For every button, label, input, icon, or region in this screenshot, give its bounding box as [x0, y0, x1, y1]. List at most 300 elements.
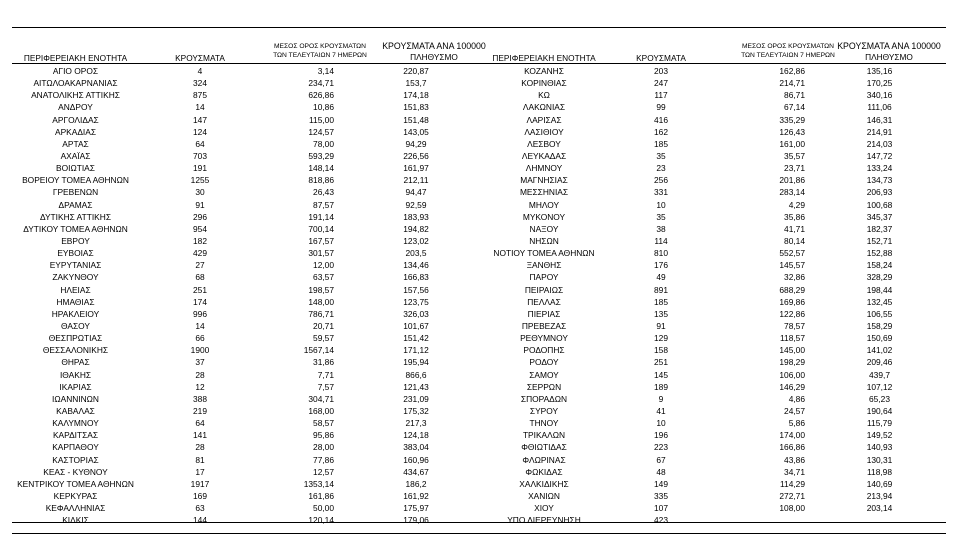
left-cases-cell: 64: [195, 418, 205, 429]
left-cases-cell: 81: [195, 454, 205, 465]
right-per100k-cell: 328,29: [866, 272, 893, 283]
left-region-cell: ΕΒΡΟΥ: [61, 235, 90, 246]
right-region-cell: ΠΕΙΡΑΙΩΣ: [524, 284, 564, 295]
left-cases-cell: 12: [195, 381, 205, 392]
left-cases-cell: 28: [195, 369, 205, 380]
table-row: [12, 223, 946, 235]
left-cases-cell: 17: [195, 466, 205, 477]
right-avg7-cell: 201,86: [779, 175, 805, 186]
right-per100k-cell: 118,98: [867, 466, 892, 477]
table-row: [12, 150, 946, 162]
right-per100k-cell: 152,88: [866, 248, 893, 259]
right-per100k-cell: 115,79: [867, 418, 892, 429]
right-per100k-cell: 135,16: [866, 66, 893, 76]
right-per100k-cell: 213,94: [866, 490, 893, 501]
header-per100k-left-1: ΚΡΟΥΣΜΑΤΑ ΑΝΑ 100000: [382, 41, 486, 51]
left-per100k-cell: 183,93: [403, 211, 429, 222]
left-avg7-cell: 818,86: [308, 175, 334, 186]
left-cases-cell: 954: [193, 223, 207, 234]
right-avg7-cell: 122,86: [779, 308, 805, 319]
left-avg7-cell: 12,00: [313, 260, 334, 271]
left-cases-cell: 66: [195, 333, 205, 344]
left-region-cell: ΑΓΙΟ ΟΡΟΣ: [52, 66, 99, 76]
left-per100k-cell: 179,06: [403, 515, 429, 526]
left-per100k-cell: 217,3: [405, 418, 427, 429]
right-region-cell: ΦΩΚΙΔΑΣ: [525, 466, 563, 477]
table-row: [12, 101, 946, 113]
right-per100k-cell: 100,68: [866, 199, 893, 210]
left-cases-cell: 28: [195, 442, 205, 453]
right-region-cell: ΚΟΡΙΝΘΙΑΣ: [521, 78, 567, 89]
left-region-cell: ΔΡΑΜΑΣ: [58, 199, 93, 210]
left-per100k-cell: 160,96: [403, 454, 429, 465]
right-region-cell: ΣΑΜΟΥ: [529, 369, 559, 380]
right-region-cell: ΤΗΝΟΥ: [529, 418, 559, 429]
left-avg7-cell: 3,14: [317, 66, 334, 76]
left-region-cell: ΙΘΑΚΗΣ: [59, 369, 92, 380]
right-region-cell: ΛΗΜΝΟΥ: [525, 163, 563, 174]
right-cases-cell: 185: [654, 138, 668, 149]
right-avg7-cell: 4,86: [788, 393, 805, 404]
right-per100k-cell: 130,31: [866, 454, 893, 465]
left-per100k-cell: 220,87: [403, 66, 429, 76]
table-row: [12, 259, 946, 271]
left-cases-cell: 14: [195, 320, 205, 331]
table-row: [12, 369, 946, 381]
table-row: [12, 186, 946, 198]
left-cases-cell: 1255: [190, 175, 210, 186]
left-avg7-cell: 50,00: [313, 503, 334, 514]
left-avg7-cell: 626,86: [308, 90, 334, 101]
right-avg7-cell: 34,71: [784, 466, 805, 477]
left-avg7-cell: 148,00: [308, 296, 334, 307]
right-per100k-cell: 214,91: [866, 126, 893, 137]
table-row: [12, 211, 946, 223]
left-region-cell: ΑΡΓΟΛΙΔΑΣ: [52, 114, 99, 125]
left-cases-cell: 296: [193, 211, 207, 222]
right-avg7-cell: 335,29: [779, 114, 805, 125]
right-cases-cell: 38: [656, 223, 666, 234]
right-region-cell: ΦΘΙΩΤΙΔΑΣ: [521, 442, 567, 453]
left-cases-cell: 169: [193, 490, 207, 501]
right-cases-cell: 129: [654, 333, 668, 344]
header-region-right: ΠΕΡΙΦΕΡΕΙΑΚΗ ΕΝΟΤΗΤΑ: [492, 53, 596, 63]
table-bottom-rule: [12, 522, 946, 523]
right-avg7-cell: 146,29: [779, 381, 805, 392]
right-region-cell: ΧΑΝΙΩΝ: [528, 490, 560, 501]
right-avg7-cell: 106,00: [779, 369, 805, 380]
left-region-cell: ΘΗΡΑΣ: [61, 357, 90, 368]
left-avg7-cell: 124,57: [308, 126, 334, 137]
left-per100k-cell: 226,56: [403, 150, 429, 161]
right-per100k-cell: 439,7: [869, 369, 890, 380]
left-cases-cell: 30: [195, 187, 205, 198]
table-top-rule: [12, 27, 946, 28]
right-avg7-cell: 145,57: [779, 260, 805, 271]
left-cases-cell: 68: [195, 272, 205, 283]
left-per100k-cell: 866,6: [405, 369, 427, 380]
left-per100k-cell: 383,04: [403, 442, 429, 453]
left-cases-cell: 388: [193, 393, 207, 404]
right-per100k-cell: 214,03: [866, 138, 893, 149]
right-per100k-cell: 65,23: [869, 393, 890, 404]
left-per100k-cell: 194,82: [403, 223, 429, 234]
right-cases-cell: 891: [654, 284, 668, 295]
table-row: [12, 89, 946, 101]
right-avg7-cell: 283,14: [779, 187, 805, 198]
table-row: [12, 429, 946, 441]
right-cases-cell: 196: [654, 430, 668, 441]
table-row: [12, 174, 946, 186]
left-cases-cell: 429: [193, 248, 207, 259]
right-region-cell: ΣΥΡΟΥ: [529, 405, 559, 416]
right-avg7-cell: 272,71: [779, 490, 805, 501]
left-region-cell: ΚΕΦΑΛΛΗΝΙΑΣ: [45, 503, 106, 514]
right-avg7-cell: 4,29: [788, 199, 805, 210]
left-avg7-cell: 234,71: [308, 78, 334, 89]
left-avg7-cell: 58,57: [313, 418, 334, 429]
header-bottom-rule: [12, 63, 946, 64]
left-per100k-cell: 151,83: [403, 102, 429, 113]
left-cases-cell: 703: [193, 150, 207, 161]
left-cases-cell: 875: [193, 90, 207, 101]
left-avg7-cell: 26,43: [313, 187, 334, 198]
left-region-cell: ΚΑΣΤΟΡΙΑΣ: [52, 454, 99, 465]
left-per100k-cell: 212,11: [403, 175, 429, 186]
table-row: [12, 490, 946, 502]
right-avg7-cell: 214,71: [779, 78, 805, 89]
table-row: [12, 126, 946, 138]
right-cases-cell: 251: [654, 357, 668, 368]
header-region-left: ΠΕΡΙΦΕΡΕΙΑΚΗ ΕΝΟΤΗΤΑ: [23, 53, 128, 63]
right-cases-cell: 91: [656, 320, 666, 331]
table-row: [12, 162, 946, 174]
left-region-cell: ΑΡΤΑΣ: [62, 138, 89, 149]
left-region-cell: ΚΑΛΥΜΝΟΥ: [52, 418, 99, 429]
header-avg-right-2: ΤΩΝ ΤΕΛΕΥΤΑΙΩΝ 7 ΗΜΕΡΩΝ: [741, 52, 835, 59]
right-region-cell: ΧΙΟΥ: [534, 503, 554, 514]
right-per100k-cell: 182,37: [866, 223, 893, 234]
right-region-cell: ΝΗΣΩΝ: [529, 235, 559, 246]
right-region-cell: ΧΑΛΚΙΔΙΚΗΣ: [519, 478, 569, 489]
left-cases-cell: 191: [193, 163, 207, 174]
right-per100k-cell: 133,24: [866, 163, 893, 174]
right-avg7-cell: 108,00: [779, 503, 805, 514]
left-avg7-cell: 167,57: [308, 235, 334, 246]
right-avg7-cell: 86,71: [784, 90, 805, 101]
left-per100k-cell: 123,75: [403, 296, 429, 307]
right-cases-cell: 117: [654, 90, 668, 101]
left-cases-cell: 141: [193, 430, 207, 441]
left-region-cell: ΗΡΑΚΛΕΙΟΥ: [51, 308, 100, 319]
right-region-cell: ΛΑΡΙΣΑΣ: [526, 114, 562, 125]
table-row: [12, 332, 946, 344]
right-avg7-cell: 166,86: [779, 442, 805, 453]
right-per100k-cell: 107,12: [866, 381, 893, 392]
left-cases-cell: 27: [195, 260, 205, 271]
table-row: [12, 247, 946, 259]
left-avg7-cell: 191,14: [308, 211, 334, 222]
left-cases-cell: 91: [195, 199, 205, 210]
right-cases-cell: 247: [654, 78, 668, 89]
right-per100k-cell: 152,71: [866, 235, 893, 246]
table-row: [12, 235, 946, 247]
right-per100k-cell: 134,73: [866, 175, 893, 186]
left-region-cell: ΚΕΡΚΥΡΑΣ: [53, 490, 98, 501]
table-row: [12, 417, 946, 429]
right-cases-cell: 145: [654, 369, 668, 380]
table-row: [12, 466, 946, 478]
header-avg-left-2: ΤΩΝ ΤΕΛΕΥΤΑΙΩΝ 7 ΗΜΕΡΩΝ: [273, 52, 367, 59]
right-avg7-cell: 162,86: [779, 66, 805, 76]
left-cases-cell: 182: [193, 235, 207, 246]
left-per100k-cell: 434,67: [403, 466, 429, 477]
left-avg7-cell: 168,00: [308, 405, 334, 416]
table-row: [12, 114, 946, 126]
right-region-cell: ΜΕΣΣΗΝΙΑΣ: [519, 187, 569, 198]
left-cases-cell: 4: [197, 66, 203, 76]
right-avg7-cell: 169,86: [779, 296, 805, 307]
right-avg7-cell: 688,29: [779, 284, 805, 295]
right-cases-cell: 189: [654, 381, 668, 392]
table-row: [12, 478, 946, 490]
right-cases-cell: 423: [654, 515, 668, 526]
left-region-cell: ΚΕΝΤΡΙΚΟΥ ΤΟΜΕΑ ΑΘΗΝΩΝ: [17, 478, 134, 489]
left-avg7-cell: 115,00: [309, 114, 334, 125]
left-region-cell: ΘΕΣΠΡΩΤΙΑΣ: [48, 333, 103, 344]
left-cases-cell: 147: [193, 114, 207, 125]
right-per100k-cell: 198,44: [866, 284, 893, 295]
left-cases-cell: 251: [193, 284, 207, 295]
left-cases-cell: 124: [193, 126, 207, 137]
right-region-cell: ΛΕΥΚΑΔΑΣ: [521, 150, 567, 161]
left-region-cell: ΒΟΡΕΙΟΥ ΤΟΜΕΑ ΑΘΗΝΩΝ: [22, 175, 129, 186]
left-region-cell: ΚΙΛΚΙΣ: [62, 515, 89, 526]
left-per100k-cell: 175,97: [403, 503, 429, 514]
right-avg7-cell: 67,14: [784, 102, 805, 113]
right-cases-cell: 176: [654, 260, 668, 271]
left-cases-cell: 144: [193, 515, 207, 526]
table-row: [12, 454, 946, 466]
right-region-cell: ΣΕΡΡΩΝ: [526, 381, 562, 392]
left-avg7-cell: 148,14: [308, 163, 334, 174]
right-cases-cell: 158: [654, 345, 668, 356]
right-avg7-cell: 41,71: [784, 223, 805, 234]
right-per100k-cell: 141,02: [866, 345, 893, 356]
table-row: [12, 502, 946, 514]
right-avg7-cell: 24,57: [784, 405, 805, 416]
left-avg7-cell: 7,57: [317, 381, 334, 392]
table-row: [12, 308, 946, 320]
right-cases-cell: 162: [654, 126, 668, 137]
table-row: [12, 65, 946, 77]
table-row: [12, 344, 946, 356]
right-region-cell: ΚΟΖΑΝΗΣ: [524, 66, 564, 76]
right-per100k-cell: 190,64: [866, 405, 893, 416]
right-region-cell: ΛΑΚΩΝΙΑΣ: [522, 102, 566, 113]
table-body: [12, 65, 946, 526]
right-per100k-cell: 206,93: [866, 187, 893, 198]
right-region-cell: ΥΠΟ ΔΙΕΡΕΥΝΗΣΗ: [507, 515, 581, 526]
right-cases-cell: 135: [654, 308, 668, 319]
left-region-cell: ΘΑΣΟΥ: [61, 320, 90, 331]
right-per100k-cell: 147,72: [866, 150, 893, 161]
left-avg7-cell: 7,71: [317, 369, 334, 380]
right-region-cell: ΠΕΛΛΑΣ: [527, 296, 561, 307]
left-avg7-cell: 28,00: [313, 442, 334, 453]
left-region-cell: ΑΧΑΪΑΣ: [60, 150, 91, 161]
right-cases-cell: 114: [654, 235, 668, 246]
left-cases-cell: 37: [195, 357, 205, 368]
left-per100k-cell: 151,42: [403, 333, 429, 344]
left-cases-cell: 14: [195, 102, 205, 113]
right-cases-cell: 149: [654, 478, 668, 489]
left-avg7-cell: 786,71: [308, 308, 334, 319]
right-region-cell: ΡΕΘΥΜΝΟΥ: [520, 333, 568, 344]
table-row: [12, 514, 946, 526]
right-cases-cell: 203: [654, 66, 668, 76]
left-per100k-cell: 231,09: [403, 393, 429, 404]
right-avg7-cell: 5,86: [788, 418, 805, 429]
left-region-cell: ΖΑΚΥΝΘΟΥ: [52, 272, 99, 283]
table-row: [12, 393, 946, 405]
right-region-cell: ΡΟΔΟΥ: [529, 357, 559, 368]
right-avg7-cell: 32,86: [784, 272, 805, 283]
right-cases-cell: 185: [654, 296, 668, 307]
right-cases-cell: 10: [656, 199, 666, 210]
left-per100k-cell: 326,03: [403, 308, 429, 319]
right-cases-cell: 107: [654, 503, 668, 514]
right-avg7-cell: 35,86: [784, 211, 805, 222]
left-region-cell: ΗΛΕΙΑΣ: [60, 284, 91, 295]
right-avg7-cell: 78,57: [784, 320, 805, 331]
right-per100k-cell: 132,45: [866, 296, 893, 307]
right-per100k-cell: 345,37: [866, 211, 893, 222]
right-avg7-cell: 23,71: [784, 163, 805, 174]
right-cases-cell: 223: [654, 442, 668, 453]
left-per100k-cell: 203,5: [405, 248, 427, 259]
left-avg7-cell: 77,86: [313, 454, 334, 465]
right-cases-cell: 48: [656, 466, 666, 477]
right-per100k-cell: 146,31: [866, 114, 893, 125]
left-region-cell: ΑΡΚΑΔΙΑΣ: [54, 126, 97, 137]
right-avg7-cell: 552,57: [779, 248, 805, 259]
left-cases-cell: 219: [193, 405, 207, 416]
right-per100k-cell: 140,69: [866, 478, 893, 489]
left-per100k-cell: 134,46: [403, 260, 429, 271]
left-avg7-cell: 700,14: [308, 223, 334, 234]
left-region-cell: ΗΜΑΘΙΑΣ: [56, 296, 95, 307]
right-cases-cell: 35: [656, 211, 666, 222]
right-region-cell: ΝΟΤΙΟΥ ΤΟΜΕΑ ΑΘΗΝΩΝ: [493, 248, 595, 259]
left-avg7-cell: 120,14: [308, 515, 334, 526]
header-per100k-left-2: ΠΛΗΘΥΣΜΟ: [410, 52, 458, 62]
right-region-cell: ΡΟΔΟΠΗΣ: [523, 345, 565, 356]
table-row: [12, 405, 946, 417]
right-per100k-cell: 209,46: [866, 357, 893, 368]
right-region-cell: ΞΑΝΘΗΣ: [526, 260, 562, 271]
left-region-cell: ΔΥΤΙΚΟΥ ΤΟΜΕΑ ΑΘΗΝΩΝ: [23, 223, 128, 234]
left-per100k-cell: 175,32: [403, 405, 429, 416]
left-avg7-cell: 12,57: [313, 466, 334, 477]
left-region-cell: ΚΑΒΑΛΑΣ: [56, 405, 95, 416]
right-region-cell: ΚΩ: [538, 90, 550, 101]
left-avg7-cell: 593,29: [308, 150, 334, 161]
right-cases-cell: 335: [654, 490, 668, 501]
right-avg7-cell: 161,00: [779, 138, 805, 149]
left-per100k-cell: 166,83: [403, 272, 429, 283]
left-region-cell: ΚΑΡΠΑΘΟΥ: [52, 442, 99, 453]
left-per100k-cell: 157,56: [403, 284, 429, 295]
left-region-cell: ΚΕΑΣ - ΚΥΘΝΟΥ: [43, 466, 108, 477]
left-cases-cell: 1900: [190, 345, 210, 356]
left-per100k-cell: 171,12: [403, 345, 429, 356]
left-per100k-cell: 195,94: [403, 357, 429, 368]
right-region-cell: ΦΛΩΡΙΝΑΣ: [522, 454, 566, 465]
right-per100k-cell: 111,06: [867, 102, 892, 113]
table-row: [12, 441, 946, 453]
right-cases-cell: 256: [654, 175, 668, 186]
table-row: [12, 138, 946, 150]
header-avg-left-1: ΜΕΣΟΣ ΟΡΟΣ ΚΡΟΥΣΜΑΤΩΝ: [273, 43, 367, 50]
left-per100k-cell: 123,02: [403, 235, 429, 246]
right-avg7-cell: 43,86: [784, 454, 805, 465]
left-region-cell: ΑΝΔΡΟΥ: [58, 102, 93, 113]
right-per100k-cell: 170,25: [866, 78, 893, 89]
table-end-rule: [12, 533, 946, 534]
left-per100k-cell: 121,43: [403, 381, 429, 392]
table-row: [12, 296, 946, 308]
left-avg7-cell: 301,57: [308, 248, 334, 259]
header-per100k-right-2: ΠΛΗΘΥΣΜΟ: [865, 52, 913, 62]
right-per100k-cell: 140,93: [866, 442, 893, 453]
table-row: [12, 199, 946, 211]
table-row: [12, 320, 946, 332]
right-region-cell: ΠΙΕΡΙΑΣ: [527, 308, 561, 319]
right-cases-cell: 23: [656, 163, 666, 174]
right-avg7-cell: 198,29: [779, 357, 805, 368]
header-cases-left: ΚΡΟΥΣΜΑΤΑ: [175, 53, 225, 63]
right-region-cell: ΛΕΣΒΟΥ: [527, 138, 561, 149]
right-avg7-cell: 174,00: [779, 430, 805, 441]
right-avg7-cell: 80,14: [784, 235, 805, 246]
left-region-cell: ΔΥΤΙΚΗΣ ΑΤΤΙΚΗΣ: [39, 211, 111, 222]
left-region-cell: ΚΑΡΔΙΤΣΑΣ: [52, 430, 99, 441]
right-cases-cell: 9: [658, 393, 664, 404]
left-per100k-cell: 94,47: [405, 187, 427, 198]
right-cases-cell: 49: [656, 272, 666, 283]
left-cases-cell: 324: [193, 78, 207, 89]
table-row: [12, 271, 946, 283]
table-header: [12, 38, 946, 63]
left-avg7-cell: 95,86: [313, 430, 334, 441]
right-cases-cell: 10: [656, 418, 666, 429]
left-region-cell: ΑΙΤΩΛΟΑΚΑΡΝΑΝΙΑΣ: [33, 78, 118, 89]
right-cases-cell: 35: [656, 150, 666, 161]
table-row: [12, 381, 946, 393]
header-cases-right: ΚΡΟΥΣΜΑΤΑ: [636, 53, 686, 63]
left-per100k-cell: 153,7: [405, 78, 427, 89]
right-region-cell: ΛΑΣΙΘΙΟΥ: [524, 126, 564, 137]
right-avg7-cell: 114,29: [780, 478, 805, 489]
right-avg7-cell: 35,57: [784, 150, 805, 161]
right-cases-cell: 416: [654, 114, 668, 125]
right-region-cell: ΤΡΙΚΑΛΩΝ: [522, 430, 566, 441]
right-region-cell: ΜΥΚΟΝΟΥ: [522, 211, 566, 222]
left-avg7-cell: 161,86: [308, 490, 334, 501]
right-cases-cell: 41: [656, 405, 666, 416]
left-per100k-cell: 124,18: [403, 430, 429, 441]
